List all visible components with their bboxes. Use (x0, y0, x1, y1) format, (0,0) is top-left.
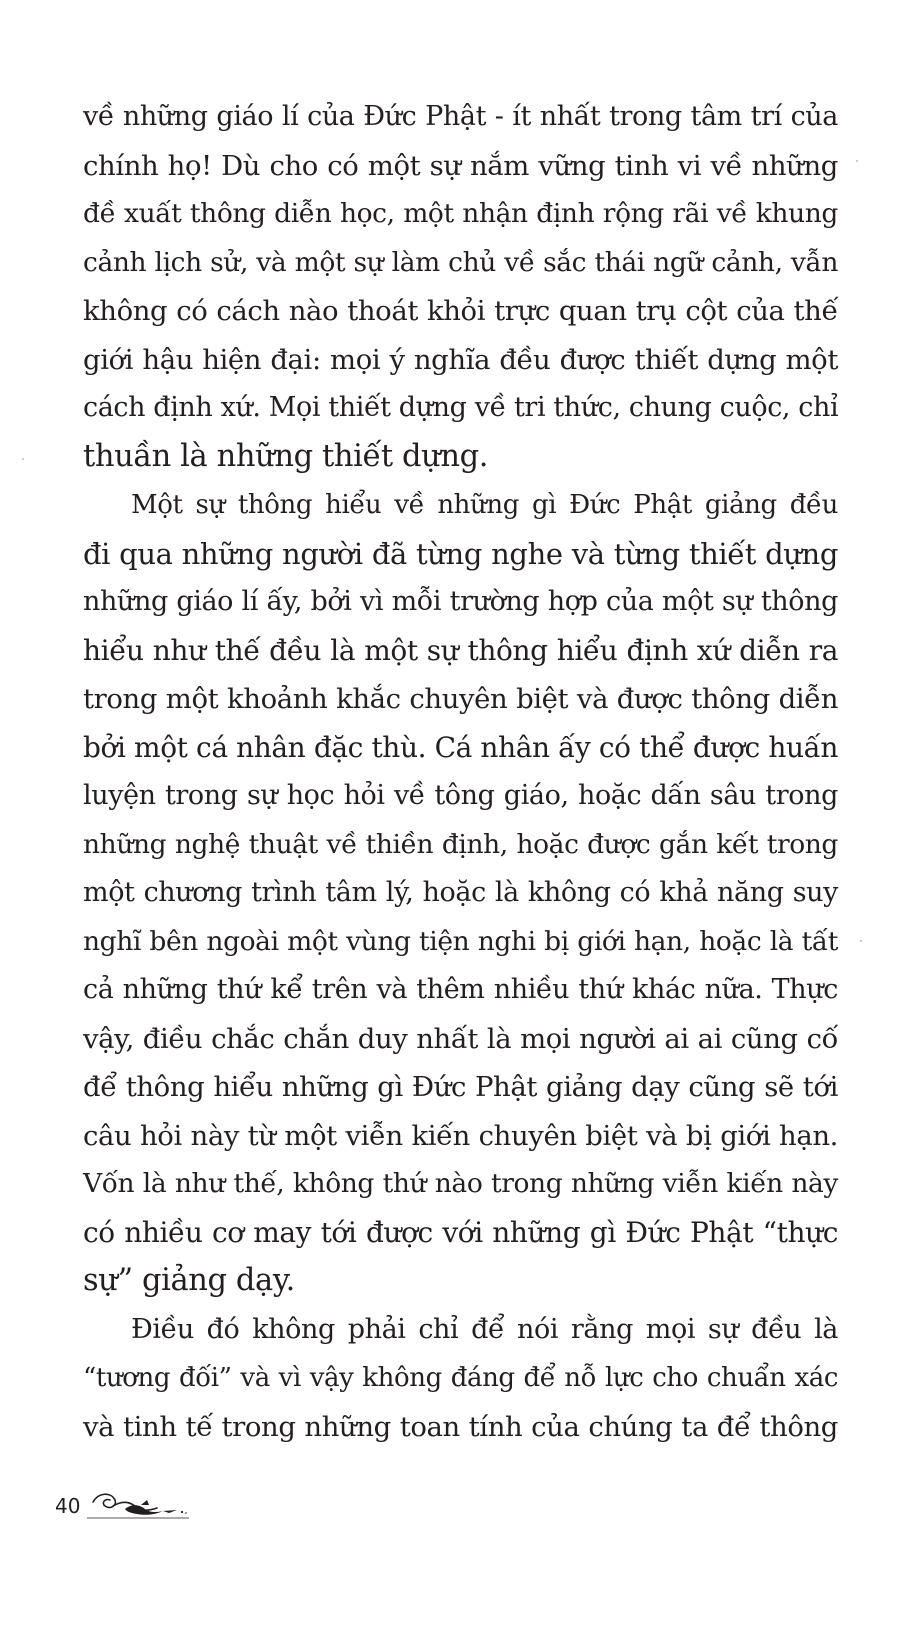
text-line: những nghệ thuật về thiền định, hoặc được gắn kết trong (83, 828, 838, 860)
text-line: Một sự thông hiểu về những gì Đức Phật giảng đều (131, 490, 838, 520)
text-line: trong một khoảnh khắc chuyên biệt và được thông diễn (83, 683, 838, 715)
page-number: 40 (55, 1494, 81, 1518)
paragraph-3 (83, 1306, 838, 1452)
paragraph-1 (83, 93, 838, 481)
text-line: Điều đó không phải chỉ để nói rằng mọi sự đều là (131, 1313, 838, 1345)
scan-speck (856, 160, 858, 162)
text-line: hiểu như thế đều là một sự thông hiểu định xứ diễn ra (83, 633, 838, 667)
text-line: về những giáo lí của Đức Phật - ít nhất trong tâm trí của (83, 101, 838, 132)
text-line: đề xuất thông diễn học, một nhận định rộng rãi về khung (83, 198, 838, 229)
text-line: luyện trong sự học hỏi về tông giáo, hoặc dấn sâu trong (83, 780, 838, 811)
text-line: cách định xứ. Mọi thiết dựng về tri thức, chung cuộc, chỉ (83, 392, 839, 423)
text-line: một chương trình tâm lý, hoặc là không có khả năng suy (83, 877, 838, 908)
text-line: cả những thứ kể trên và thêm nhiều thứ khác nữa. Thực (83, 974, 838, 1005)
paragraph-2 (83, 481, 838, 1306)
text-line: cảnh lịch sử, và một sự làm chủ về sắc thái ngữ cảnh, vẫn (83, 246, 838, 278)
scan-speck (860, 940, 862, 942)
body-text (83, 93, 838, 1451)
text-line: giới hậu hiện đại: mọi ý nghĩa đều được thiết dựng một (83, 343, 838, 376)
text-line: vậy, điều chắc chắn duy nhất là mọi người ai ai cũng cố (83, 1022, 838, 1055)
text-line: nghĩ bên ngoài một vùng tiện nghi bị giới hạn, hoặc là tất (83, 925, 838, 957)
text-line: có nhiều cơ may tới được với những gì Đức Phật “thực (83, 1215, 838, 1249)
text-line: không có cách nào thoát khỏi trực quan trụ cột của thế (83, 295, 838, 327)
text-line: và tinh tế trong những toan tính của chúng ta để thông (83, 1410, 838, 1443)
bird-flourish-icon (85, 1488, 195, 1524)
text-line: thuần là những thiết dựng. (83, 438, 488, 474)
page-footer (55, 1488, 205, 1528)
text-line: bởi một cá nhân đặc thù. Cá nhân ấy có thể được huấn (83, 730, 838, 764)
text-line: “tương đối” và vì vậy không đáng để nỗ lực cho chuẩn xác (83, 1363, 838, 1393)
scan-speck (22, 458, 24, 460)
text-line: để thông hiểu những gì Đức Phật giảng dạy cũng sẽ tới (83, 1071, 838, 1103)
text-line: sự” giảng dạy. (83, 1263, 295, 1298)
text-line: câu hỏi này từ một viễn kiến chuyên biệt và bị giới hạn. (83, 1119, 838, 1152)
text-line: chính họ! Dù cho có một sự nắm vững tinh vi về những (83, 149, 838, 182)
text-line: những giáo lí ấy, bởi vì mỗi trường hợp của một sự thông (83, 586, 838, 617)
text-line: Vốn là như thế, không thứ nào trong những viễn kiến này (83, 1168, 838, 1199)
text-line: đi qua những người đã từng nghe và từng thiết dựng (83, 536, 838, 571)
